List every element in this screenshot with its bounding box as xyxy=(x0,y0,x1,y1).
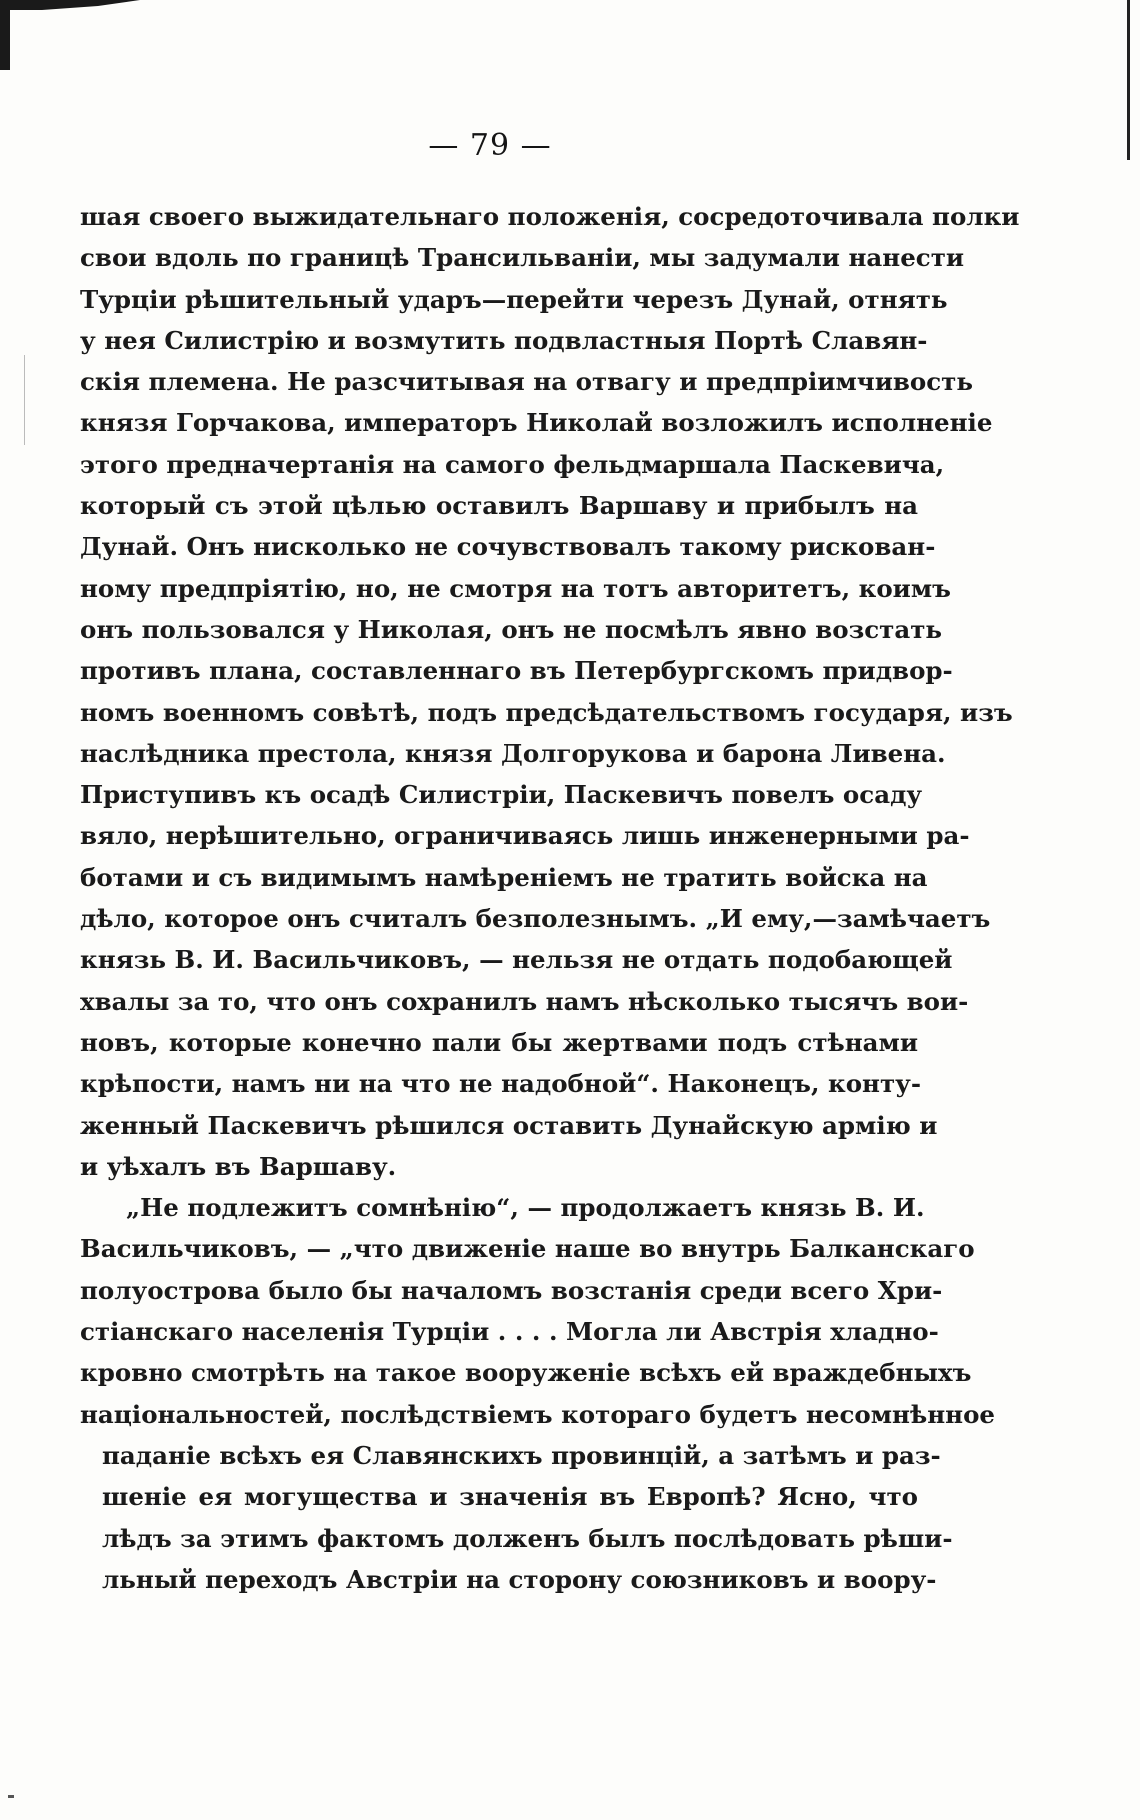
text-line: скія племена. Не разсчитывая на отвагу и предпріимчивость xyxy=(80,367,973,397)
scan-edge-mark xyxy=(0,0,10,70)
text-line: Дунай. Онъ нисколько не сочувствовалъ такому рискован- xyxy=(80,532,936,562)
text-line: льный переходъ Австріи на сторону союзниковъ и воору- xyxy=(102,1564,937,1594)
text-line: „Не подлежитъ сомнѣнію“, — продолжаетъ князь В. И. xyxy=(126,1193,925,1223)
text-line: князя Горчакова, императоръ Николай возложилъ исполненіе xyxy=(80,408,993,438)
scan-corner-mark xyxy=(0,0,140,10)
text-line: Турціи рѣшительный ударъ—перейти черезъ Дунай, отнять xyxy=(80,284,948,314)
text-line: стіанскаго населенія Турціи . . . . Могла ли Австрія хладно- xyxy=(80,1317,939,1347)
text-line: паданіе всѣхъ ея Славянскихъ провинцій, а затѣмъ и раз- xyxy=(102,1440,941,1470)
text-line: Приступивъ къ осадѣ Силистріи, Паскевичъ повелъ осаду xyxy=(80,780,923,810)
text-line: національностей, послѣдствіемъ котораго будетъ несомнѣнное xyxy=(80,1399,996,1429)
text-line: ному предпріятію, но, не смотря на тотъ авторитетъ, коимъ xyxy=(80,573,951,603)
text-line: ботами и съ видимымъ намѣреніемъ не тратить войска на xyxy=(80,862,928,892)
text-line: противъ плана, составленнаго въ Петербургскомъ придвор- xyxy=(80,656,953,686)
text-line: полуострова было бы началомъ возстанія среди всего Хри- xyxy=(80,1275,943,1305)
text-line: этого предначертанія на самого фельдмаршала Паскевича, xyxy=(80,449,945,479)
scan-speck xyxy=(8,1795,14,1798)
scan-right-edge xyxy=(1127,0,1130,160)
text-line: хвалы за то, что онъ сохранилъ намъ нѣсколько тысячъ вои- xyxy=(80,986,969,1016)
page-number: — 79 — xyxy=(428,128,552,163)
text-line: лѣдъ за этимъ фактомъ долженъ былъ послѣдовать рѣши- xyxy=(102,1523,953,1553)
paragraph-2 xyxy=(80,1187,996,1600)
text-line: номъ военномъ совѣтѣ, подъ предсѣдательствомъ государя, изъ xyxy=(80,697,1013,727)
text-line: у нея Силистрію и возмутить подвластныя Портѣ Славян- xyxy=(80,325,928,355)
text-line: дѣло, которое онъ считалъ безполезнымъ. „И ему,—замѣчаетъ xyxy=(80,904,991,934)
text-line: кровно смотрѣть на такое вооруженіе всѣхъ ей враждебныхъ xyxy=(80,1358,972,1388)
body-text xyxy=(80,196,1020,1600)
text-line: шеніе ея могущества и значенія въ Европѣ? Ясно, что xyxy=(102,1482,918,1512)
text-line: князь В. И. Васильчиковъ, — нельзя не отдать подобающей xyxy=(80,945,953,975)
text-line: который съ этой цѣлью оставилъ Варшаву и прибылъ на xyxy=(80,491,918,521)
text-line: крѣпости, намъ ни на что не надобной“. Наконецъ, конту- xyxy=(80,1069,922,1099)
text-line: онъ пользовался у Николая, онъ не посмѣлъ явно возстать xyxy=(80,614,942,644)
text-line: свои вдоль по границѣ Трансильваніи, мы задумали нанести xyxy=(80,243,965,273)
gutter-line xyxy=(24,355,25,445)
text-line: наслѣдника престола, князя Долгорукова и барона Ливена. xyxy=(80,738,946,768)
text-line: и уѣхалъ въ Варшаву. xyxy=(80,1151,397,1181)
text-line: новъ, которые конечно пали бы жертвами подъ стѣнами xyxy=(80,1027,918,1057)
text-line: вяло, нерѣшительно, ограничиваясь лишь инженерными ра- xyxy=(80,821,970,851)
paragraph-1 xyxy=(80,196,1020,1187)
text-line: Васильчиковъ, — „что движеніе наше во внутрь Балканскаго xyxy=(80,1234,975,1264)
text-line: шая своего выжидательнаго положенія, сосредоточивала полки xyxy=(80,202,1020,231)
text-line: женный Паскевичъ рѣшился оставить Дунайскую армію и xyxy=(80,1110,938,1140)
